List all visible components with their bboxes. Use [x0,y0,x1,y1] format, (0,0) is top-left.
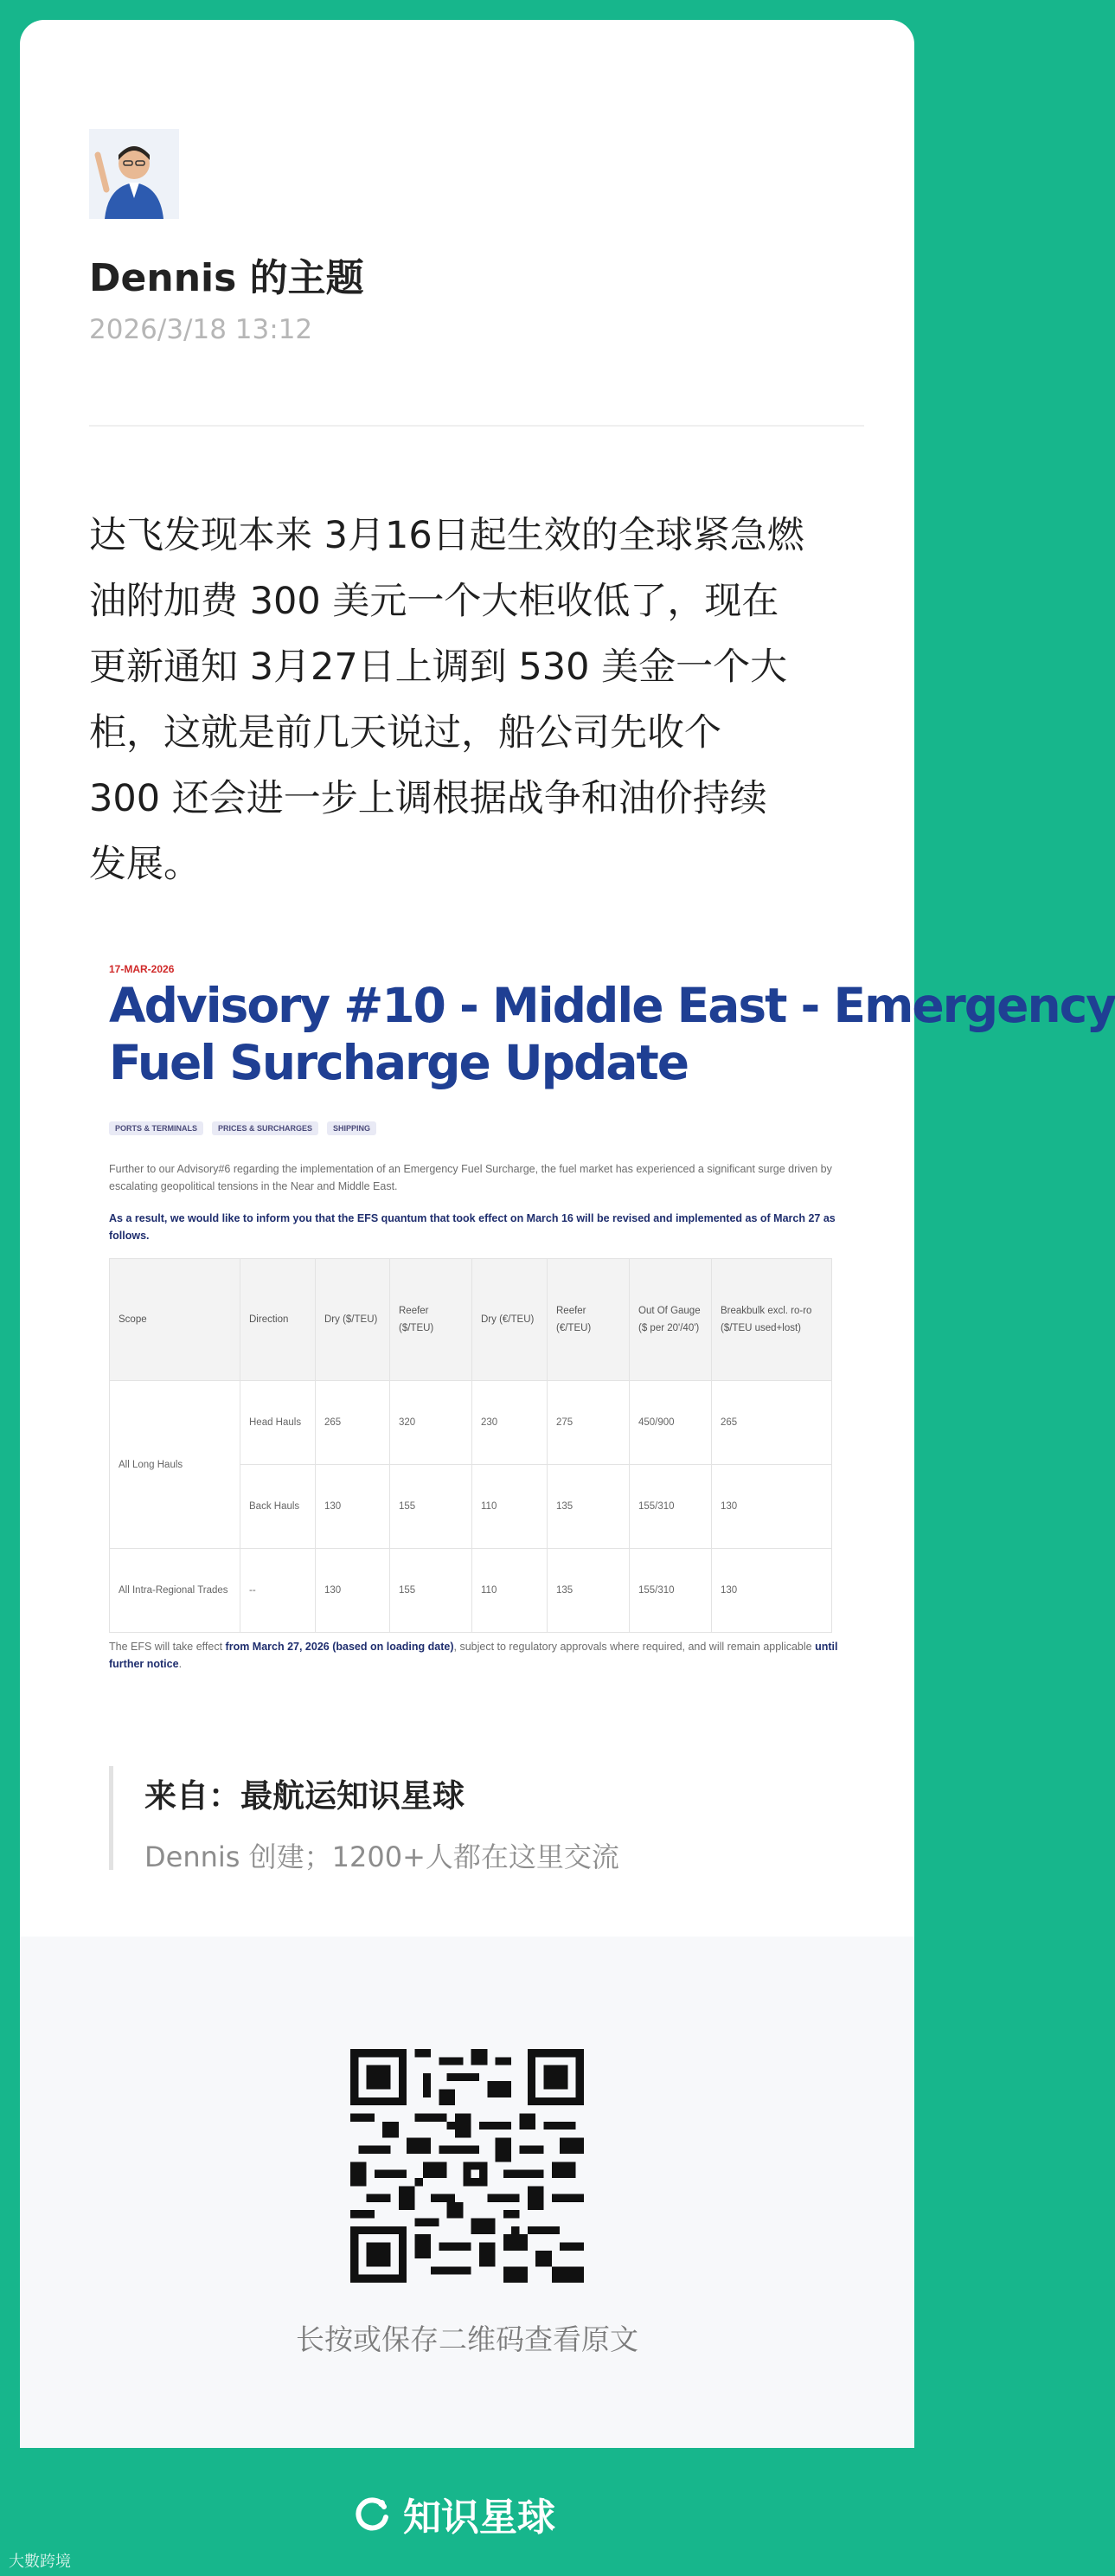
advisory-tag: SHIPPING [327,1121,376,1135]
post-line: 油附加费 300 美元一个大柜收低了，现在 [89,580,779,623]
advisory-tag: PRICES & SURCHARGES [212,1121,318,1135]
advisory-tag: PORTS & TERMINALS [109,1121,203,1135]
table-header-cell: Scope [110,1259,240,1381]
planet-logo-icon [353,2495,391,2533]
advisory-footnote-emphasis: until further notice [109,1641,838,1670]
post-line: 柜，这就是前几天说过，船公司先收个 [89,711,721,755]
watermark: 大數跨境 [9,2553,71,2571]
post-line: 发展。 [89,843,201,886]
table-cell: 320 [390,1381,472,1465]
table-cell: 155/310 [630,1549,712,1633]
post-timestamp: 2026/3/18 13:12 [89,314,313,345]
table-cell: 130 [712,1465,832,1549]
table-cell: 110 [472,1465,548,1549]
table-header-cell: Direction [240,1259,316,1381]
advisory-tags [109,1121,376,1135]
advisory-footnote-text: . [178,1658,183,1670]
table-cell: 450/900 [630,1381,712,1465]
table-cell: 230 [472,1381,548,1465]
advisory-footnote-text: , subject to regulatory approvals where required, and will remain applicable [453,1641,816,1653]
advisory-image[interactable] [109,963,1115,1690]
table-header-row [110,1259,832,1381]
post-body [89,503,876,897]
qr-section [20,1937,914,2448]
table-row [110,1381,832,1465]
advisory-footnote-text: The EFS will take effect [109,1641,226,1653]
advisory-title [109,977,1115,1091]
table-cell: 265 [316,1381,390,1465]
advisory-footnote [109,1638,840,1673]
table-header-cell: Out Of Gauge ($ per 20'/40') [630,1259,712,1381]
table-header-cell: Reefer ($/TEU) [390,1259,472,1381]
advisory-footnote-emphasis: from March 27, 2026 (based on loading date) [225,1641,454,1653]
table-cell: 130 [316,1465,390,1549]
table-cell: 135 [548,1549,630,1633]
avatar-image [89,129,179,219]
advisory-date: 17-MAR-2026 [109,963,175,975]
table-cell: 130 [712,1549,832,1633]
table-header-cell: Dry ($/TEU) [316,1259,390,1381]
table-cell-scope: All Intra-Regional Trades [110,1549,240,1633]
table-header-cell: Breakbulk excl. ro-ro ($/TEU used+lost) [712,1259,832,1381]
brand-name: 知识星球 [403,2496,555,2540]
qr-code-icon[interactable] [350,2049,584,2283]
post-line: 更新通知 3月27日上调到 530 美金一个大 [89,646,788,689]
table-cell: 130 [316,1549,390,1633]
post-line: 达飞发现本来 3月16日起生效的全球紧急燃 [89,514,804,557]
table-cell: 155 [390,1465,472,1549]
post-card [20,20,1115,2448]
post-line: 300 还会进一步上调根据战争和油价持续 [89,777,767,820]
brand-logo [353,2486,555,2541]
table-header-cell: Dry (€/TEU) [472,1259,548,1381]
table-header-cell: Reefer (€/TEU) [548,1259,630,1381]
table-cell: Head Hauls [240,1381,316,1465]
divider [89,425,864,427]
table-cell: -- [240,1549,316,1633]
post-author[interactable]: Dennis 的主题 [89,256,364,300]
table-cell: Back Hauls [240,1465,316,1549]
table-cell: 135 [548,1465,630,1549]
table-row [110,1549,832,1633]
advisory-title-line: Advisory #10 - Middle East - Emergency [109,978,1115,1033]
advisory-title-line: Fuel Surcharge Update [109,1035,689,1090]
table-cell: 110 [472,1549,548,1633]
advisory-paragraph-emphasis: As a result, we would like to inform you that the EFS quantum that took effect on March 16 will be revised and implemented as of March 27 as follows. [109,1212,836,1242]
source-title: 来自：最航运知识星球 [144,1777,465,1815]
qr-caption: 长按或保存二维码查看原文 [296,2322,638,2356]
avatar[interactable] [89,129,179,219]
advisory-paragraph: Further to our Advisory#6 regarding the implementation of an Emergency Fuel Surcharge, the fuel market has experienced a significant surge driven by escalating geopolitical tensions in the Near and Middle East. [109,1163,832,1192]
table-cell: 155 [390,1549,472,1633]
source-subtitle: Dennis 创建；1200+人都在这里交流 [144,1840,619,1873]
table-cell-scope: All Long Hauls [110,1381,240,1549]
table-cell: 265 [712,1381,832,1465]
source-quote[interactable] [109,1766,836,1873]
table-cell: 155/310 [630,1465,712,1549]
surcharge-table [109,1258,832,1633]
table-cell: 275 [548,1381,630,1465]
